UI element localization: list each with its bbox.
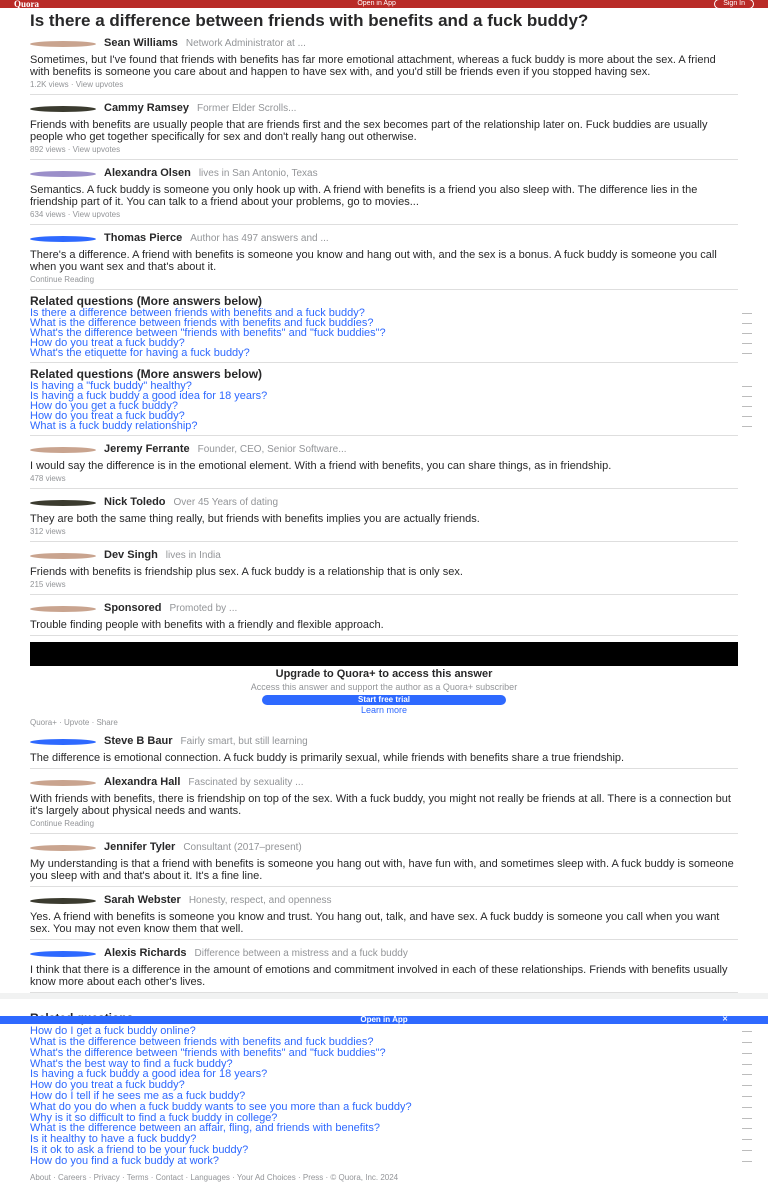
close-icon[interactable]: ✕ <box>722 1016 728 1023</box>
open-in-app-label[interactable]: Open in App <box>360 1015 408 1024</box>
answer-meta[interactable]: 1.2K views · View upvotes <box>30 80 124 89</box>
answer-card <box>30 95 738 160</box>
author-credential: Fairly smart, but still learning <box>180 736 308 747</box>
answer-text: I think that there is a difference in the amount of emotions and commitment involved in each of these relationships. Friends with benefits usually know more about each other's lives. <box>30 964 728 989</box>
author-credential: Author has 497 answers and ... <box>190 232 329 244</box>
author-row <box>30 893 738 909</box>
avatar[interactable] <box>30 951 96 957</box>
top-bar <box>0 0 768 8</box>
related-question-text[interactable]: What's the difference between "friends with benefits" and "fuck buddies"? <box>30 327 386 339</box>
more-icon[interactable] <box>742 1064 752 1065</box>
more-icon[interactable] <box>742 333 752 334</box>
author-credential: Consultant (2017–present) <box>183 842 302 853</box>
answer-meta[interactable]: 892 views · View upvotes <box>30 145 121 154</box>
answer-text: Friends with benefits is friendship plus sex. A fuck buddy is a relationship that is only sex. <box>30 566 463 578</box>
start-free-trial-button[interactable]: Start free trial <box>262 695 506 705</box>
more-icon[interactable] <box>742 313 752 314</box>
author-row <box>30 601 738 617</box>
section-divider-2 <box>0 999 768 1007</box>
related-question-text[interactable]: How do I tell if he sees me as a fuck buddy? <box>30 1090 246 1103</box>
author-name[interactable]: Cammy Ramsey <box>104 102 189 115</box>
author-row <box>30 495 738 511</box>
related-question-text[interactable]: Is having a fuck buddy a good idea for 18 years? <box>30 1068 268 1081</box>
avatar[interactable] <box>30 898 96 904</box>
answer-card <box>30 769 738 834</box>
answer-text: Friends with benefits are usually people that are friends first and the sex becomes part of the relationship later on. Fuck buddies are usually people who get together specifically for sex and don't really hang out otherwise. <box>30 119 708 143</box>
author-credential: lives in India <box>165 549 221 561</box>
related-heading-2: Related questions (More answers below) <box>30 367 263 381</box>
related-question-text[interactable]: Why is it so difficult to find a fuck buddy in college? <box>30 1111 278 1124</box>
avatar[interactable] <box>30 447 96 453</box>
related-heading: Related questions (More answers below) <box>30 294 263 308</box>
more-icon[interactable] <box>742 1128 752 1129</box>
related-question-text[interactable]: How do I get a fuck buddy online? <box>30 1025 196 1038</box>
avatar[interactable] <box>30 606 96 612</box>
more-icon[interactable] <box>742 416 752 417</box>
related-question-text[interactable]: How do you find a fuck buddy at work? <box>30 1154 219 1167</box>
avatar[interactable] <box>30 500 96 506</box>
author-credential: Promoted by ... <box>169 602 238 614</box>
more-icon[interactable] <box>742 1139 752 1140</box>
more-icon[interactable] <box>742 396 752 397</box>
author-name[interactable]: Dev Singh <box>104 549 158 562</box>
answer-text: Yes. A friend with benefits is someone you know and trust. You hang out, talk, and have sex. A fuck buddy is someone you call when you want sex. You may not even know them that well. <box>30 911 720 936</box>
answer-card <box>30 30 738 95</box>
more-icon[interactable] <box>742 406 752 407</box>
related-question-text[interactable]: What is a fuck buddy relationship? <box>30 420 198 432</box>
author-row <box>30 231 738 247</box>
avatar[interactable] <box>30 106 96 112</box>
author-row <box>30 734 738 750</box>
author-credential: Honesty, respect, and openness <box>188 895 332 906</box>
more-icon[interactable] <box>742 386 752 387</box>
answer-text: Trouble finding people with benefits with a friendly and flexible approach. <box>30 619 384 631</box>
author-name[interactable]: Thomas Pierce <box>104 232 183 245</box>
author-name[interactable]: Sean Williams <box>104 37 178 50</box>
answer-text: I would say the difference is in the emotional element. With a friend with benefits, you can share things, as in friendship. <box>30 460 612 472</box>
avatar[interactable] <box>30 553 96 559</box>
related-question-text[interactable]: Is it ok to ask a friend to be your fuck buddy? <box>30 1144 249 1157</box>
related-question-text[interactable]: What's the etiquette for having a fuck buddy? <box>30 347 250 359</box>
author-name[interactable]: Alexandra Hall <box>104 776 181 789</box>
answers-list-4 <box>30 728 738 993</box>
footer-links[interactable]: About · Careers · Privacy · Terms · Contact · Languages · Your Ad Choices · Press · © Quora, Inc. 2024 <box>30 1172 399 1182</box>
related-question-text[interactable]: What's the best way to find a fuck buddy? <box>30 1057 233 1070</box>
answer-text: They are both the same thing really, but friends with benefits implies you are actually friends. <box>30 513 480 525</box>
answer-meta[interactable]: Continue Reading <box>30 819 95 829</box>
related-list <box>30 308 738 358</box>
related-question-text[interactable]: What is the difference between friends with benefits and fuck buddies? <box>30 1036 374 1049</box>
answer-meta[interactable]: 215 views <box>30 580 66 589</box>
answer-card <box>30 160 738 225</box>
author-row <box>30 775 738 791</box>
author-row <box>30 101 738 117</box>
related-question-text[interactable]: What is the difference between an affair, fling, and friends with benefits? <box>30 1122 380 1135</box>
related-question-text[interactable]: Is having a fuck buddy a good idea for 18 years? <box>30 390 268 402</box>
open-in-app-link[interactable]: Open in App <box>357 0 396 7</box>
related-question-text[interactable]: How do you get a fuck buddy? <box>30 400 178 412</box>
promo-banner <box>30 642 738 666</box>
author-row <box>30 36 738 52</box>
more-icon[interactable] <box>742 353 752 354</box>
answer-meta[interactable]: 312 views <box>30 527 66 536</box>
more-icon[interactable] <box>742 1031 752 1032</box>
more-icon[interactable] <box>742 1161 752 1162</box>
answer-text: There's a difference. A friend with benefits is someone you know and hang out with, and the sex is a bonus. A fuck buddy is someone you call when you want sex and that's about it. <box>30 249 717 273</box>
more-icon[interactable] <box>742 1150 752 1151</box>
open-in-app-bar[interactable] <box>0 1016 768 1024</box>
author-row <box>30 840 738 856</box>
related-question-text[interactable]: Is having a "fuck buddy" healthy? <box>30 380 192 392</box>
answer-card <box>30 728 738 769</box>
answer-card <box>30 595 738 636</box>
answers-list-3 <box>30 436 738 636</box>
author-name[interactable]: Steve B Baur <box>104 735 173 748</box>
answer-card <box>30 887 738 940</box>
more-icon[interactable] <box>742 1042 752 1043</box>
related-question-link[interactable] <box>30 348 738 358</box>
page-content <box>0 8 768 1185</box>
answers-list <box>30 30 738 290</box>
author-name[interactable]: Sarah Webster <box>104 894 181 907</box>
more-icon[interactable] <box>742 1053 752 1054</box>
author-credential: lives in San Antonio, Texas <box>198 167 318 179</box>
promo-subtext: Access this answer and support the author as a Quora+ subscriber <box>250 681 518 692</box>
answer-text: Sometimes, but I've found that friends with benefits has far more emotional attachment, whereas a fuck buddy is more about the sex. A friend with benefits is someone you care about and happen to have sex with, and you'd still be friends even if you stopped having sex. <box>30 54 716 78</box>
related-question-text[interactable]: How do you treat a fuck buddy? <box>30 337 185 349</box>
more-icon[interactable] <box>742 1085 752 1086</box>
author-name[interactable]: Nick Toledo <box>104 496 166 509</box>
related-question-link[interactable] <box>30 1156 738 1167</box>
more-icon[interactable] <box>742 1118 752 1119</box>
bottom-related-questions <box>30 1007 738 1170</box>
author-credential: Fascinated by sexuality ... <box>188 777 304 788</box>
author-name[interactable]: Alexis Richards <box>104 947 187 960</box>
more-icon[interactable] <box>742 426 752 427</box>
author-credential: Former Elder Scrolls... <box>197 102 297 114</box>
question-title: Is there a difference between friends with benefits and a fuck buddy? <box>30 11 589 30</box>
more-icon[interactable] <box>742 1074 752 1075</box>
author-credential: Founder, CEO, Senior Software... <box>197 443 347 455</box>
answer-card <box>30 225 738 290</box>
author-name[interactable]: Sponsored <box>104 602 162 615</box>
related-question-text[interactable]: What's the difference between "friends with benefits" and "fuck buddies"? <box>30 1046 386 1059</box>
related-question-text[interactable]: Is it healthy to have a fuck buddy? <box>30 1133 197 1146</box>
avatar[interactable] <box>30 171 96 177</box>
related-question-text[interactable]: How do you treat a fuck buddy? <box>30 1079 185 1092</box>
avatar[interactable] <box>30 845 96 851</box>
related-question-link[interactable] <box>30 421 738 431</box>
avatar[interactable] <box>30 41 96 47</box>
related-question-text[interactable]: What do you do when a fuck buddy wants to see you more than a fuck buddy? <box>30 1100 412 1113</box>
author-row <box>30 166 738 182</box>
answer-card <box>30 542 738 595</box>
related-questions <box>30 290 738 363</box>
related-list-2 <box>30 381 738 431</box>
author-credential: Difference between a mistress and a fuck buddy <box>194 948 408 959</box>
answer-text: The difference is emotional connection. A fuck buddy is primarily sexual, while friends with benefits share a true friendship. <box>30 752 625 765</box>
answer-card <box>30 489 738 542</box>
author-row <box>30 442 738 458</box>
sign-in-button[interactable]: Sign In <box>714 0 754 9</box>
author-row <box>30 548 738 564</box>
author-name[interactable]: Jeremy Ferrante <box>104 443 190 456</box>
answer-text: With friends with benefits, there is friendship on top of the sex. With a fuck buddy, you might not really be friends at all. There is a connection but it's largely about physical needs and wants. <box>30 793 731 818</box>
related-questions-2 <box>30 363 738 436</box>
author-name[interactable]: Jennifer Tyler <box>104 841 176 854</box>
more-icon[interactable] <box>742 1096 752 1097</box>
answer-card <box>30 436 738 489</box>
answer-meta[interactable]: Continue Reading <box>30 275 95 284</box>
answer-text: Semantics. A fuck buddy is someone you only hook up with. A friend with benefits is a friend you also sleep with. The difference lies in the friendship part of it. You can talk to a friend about your problems, go to movies... <box>30 184 698 208</box>
avatar[interactable] <box>30 780 96 786</box>
answer-meta[interactable]: 478 views <box>30 474 66 483</box>
author-row <box>30 946 738 962</box>
promo-meta: Quora+ · Upvote · Share <box>30 718 118 728</box>
related-question-text[interactable]: What is the difference between friends with benefits and fuck buddies? <box>30 317 374 329</box>
more-icon[interactable] <box>742 323 752 324</box>
answer-card <box>30 940 738 993</box>
author-credential: Over 45 Years of dating <box>173 496 279 508</box>
related-question-text[interactable]: How do you treat a fuck buddy? <box>30 410 185 422</box>
answer-card <box>30 834 738 887</box>
author-credential: Network Administrator at ... <box>185 37 306 49</box>
quora-plus-promo <box>30 642 738 728</box>
related-question-text[interactable]: Is there a difference between friends with benefits and a fuck buddy? <box>30 307 365 319</box>
avatar[interactable] <box>30 739 96 745</box>
learn-more-link[interactable]: Learn more <box>360 705 408 715</box>
promo-upsell: Upgrade to Quora+ to access this answer <box>275 668 493 680</box>
answer-meta[interactable]: 634 views · View upvotes <box>30 210 121 219</box>
bottom-related-list <box>30 1026 738 1166</box>
more-icon[interactable] <box>742 1107 752 1108</box>
more-icon[interactable] <box>742 343 752 344</box>
answer-text: My understanding is that a friend with benefits is someone you hang out with, have fun with, and sometimes sleep with. A fuck buddy is someone you sleep with and that's about it. It's a fine line. <box>30 858 734 883</box>
author-name[interactable]: Alexandra Olsen <box>104 167 191 180</box>
quora-logo[interactable]: Quora <box>14 0 40 9</box>
avatar[interactable] <box>30 236 96 242</box>
